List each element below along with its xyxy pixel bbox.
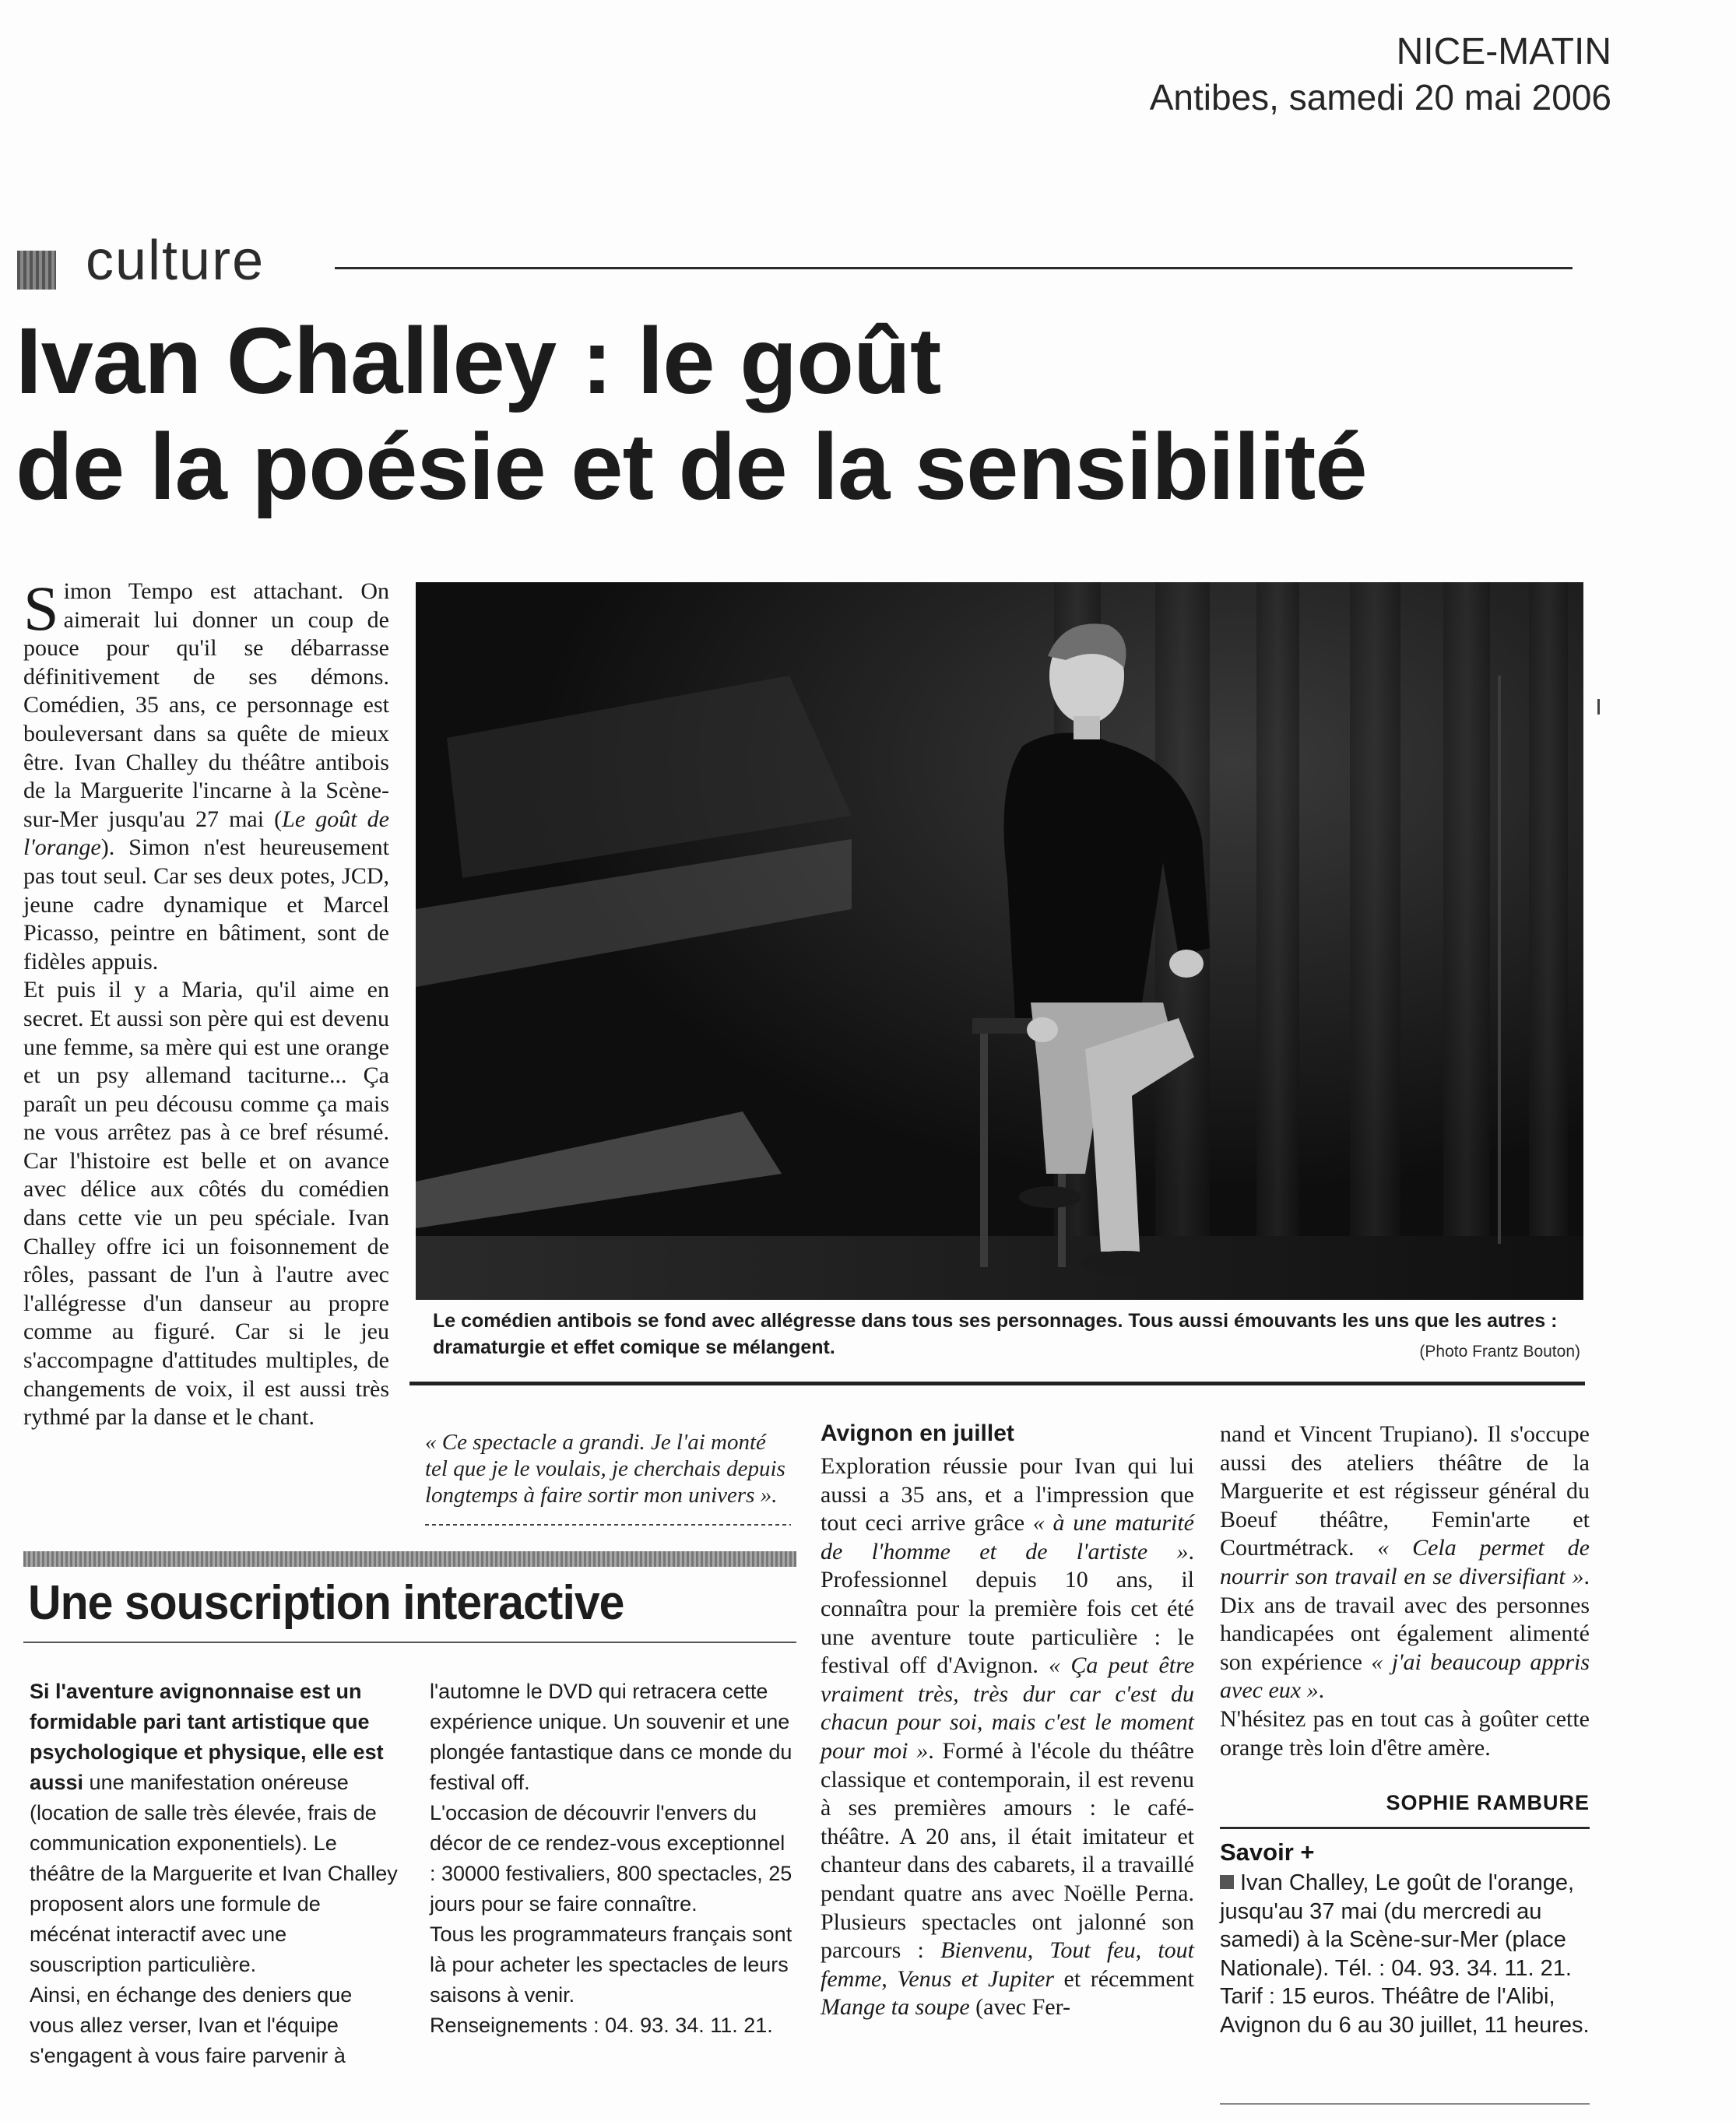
section-divider	[335, 267, 1573, 269]
publication-dateline: Antibes, samedi 20 mai 2006	[1149, 76, 1611, 118]
col4-quote-1: « Cela permet de nourrir son travail en se diversifiant »	[1220, 1535, 1590, 1589]
savoir-box	[1220, 1869, 1594, 2039]
publication-name: NICE-MATIN	[1396, 31, 1611, 72]
headline-line-2: de la poésie et de la sensibilité	[16, 413, 1367, 519]
col4-paragraph-1	[1220, 1420, 1590, 1705]
savoir-line-2: Tarif : 15 euros. Théâtre de l'Alibi, Avignon du 6 au 30 juillet, 11 heures.	[1220, 1984, 1590, 2038]
savoir-line-1	[1220, 1869, 1594, 1982]
article-column-1	[23, 573, 389, 1432]
photo-credit: (Photo Frantz Bouton)	[1419, 1343, 1580, 1361]
avignon-text-4: et récemment	[1054, 1965, 1194, 1992]
souscription-column-2	[430, 1677, 796, 2041]
souscription-rule	[23, 1642, 796, 1643]
photo-caption: Le comédien antibois se fond avec allégresse dans tous ses personnages. Tous aussi émouvants les uns que les autres : dramaturgie et effet comique se mélangent.	[433, 1310, 1558, 1358]
headline-line-1: Ivan Challey : le goût	[16, 307, 941, 413]
savoir-divider	[1220, 1827, 1590, 1829]
souscription-lead: Si l'aventure avignonnaise est un formidable pari tant artistique que psychologique et physique, elle est aussi	[30, 1680, 384, 1794]
photo-actor-image	[416, 582, 1583, 1300]
avignon-text-3: . Formé à l'école du théâtre classique et contemporain, il est revenu à ses premières amours : le café-théâtre. A 20 ans, il était imitateur et chanteur dans des cabarets, il a travaillé pendant quatre ans avec Noëlle Perna. Plusieurs spectacles ont jalonné son parcours :	[821, 1737, 1194, 1964]
souscription-c2-paragraph-3: Tous les programmateurs français sont là pour acheter les spectacles de leurs saisons à venir.	[430, 1923, 792, 2007]
souscription-c1-text: une manifestation onéreuse (location de salle très élevée, frais de communication exponentiels). Le théâtre de la Marguerite et Ivan Challey proposent alors une formule de mécénat interactif avec une souscription particulière.	[30, 1771, 398, 1976]
souscription-band	[23, 1551, 796, 1567]
avignon-subheading: Avignon en juillet	[821, 1420, 1014, 1446]
drop-cap: S	[23, 573, 59, 644]
souscription-column-1	[30, 1677, 402, 2071]
pull-quote: « Ce spectacle a grandi. Je l'ai monté tel que je le voulais, je cherchais depuis longtemps à faire sortir mon univers ».	[425, 1430, 785, 1508]
savoir-bottom-rule	[1220, 2103, 1590, 2105]
avignon-text-1: Exploration réussie pour Ivan qui lui aussi a 35 ans, et a l'impression que tout ceci arrive grâce	[821, 1453, 1194, 1536]
section-rubric	[17, 230, 1573, 296]
pull-quote-rule	[425, 1524, 791, 1526]
avignon-quote-1: « à une maturité de l'homme et de l'artiste »	[821, 1510, 1194, 1564]
section-square-icon	[17, 251, 56, 290]
col4-text-1: nand et Vincent Trupiano). Il s'occupe aussi des ateliers théâtre de la Marguerite et est régisseur général du Boeuf théâtre, Femin'arte et Courtmétrack.	[1220, 1421, 1590, 1561]
scan-mark	[1597, 699, 1600, 715]
publication-header	[1150, 30, 1611, 119]
souscription-heading: Une souscription interactive	[28, 1576, 624, 1630]
col4-text-2: . Dix ans de travail avec des personnes handicapées ont également alimenté son expérience	[1220, 1563, 1590, 1675]
avignon-quote-2: « Ça peut être vraiment très, très dur car c'est du chacun pour soi, mais c'est le moment pour moi »	[821, 1652, 1195, 1764]
col4-paragraph-2: N'hésitez pas en tout cas à goûter cette orange très loin d'être amère.	[1220, 1705, 1590, 1761]
souscription-c2-paragraph-1: l'automne le DVD qui retracera cette expérience unique. Un souvenir et une plongée fantastique dans ce monde du festival off.	[430, 1680, 792, 1794]
bullet-square-icon	[1220, 1875, 1234, 1889]
col1-paragraph-1	[23, 573, 389, 976]
author-signature: SOPHIE RAMBURE	[1386, 1791, 1590, 1814]
souscription-c1-paragraph-1	[30, 1677, 402, 1980]
souscription-c1-paragraph-2: Ainsi, en échange des deniers que vous allez verser, Ivan et l'équipe s'engagent à vous faire parvenir à	[30, 1983, 353, 2067]
avignon-show-title-2: Mange ta soupe	[821, 1994, 970, 2021]
savoir-line-1-text: Ivan Challey, Le goût de l'orange, jusqu'au 37 mai (du mercredi au samedi) à la Scène-sur-Mer (place Nationale). Tél. : 04. 93. 34. 11. 21.	[1220, 1870, 1575, 1981]
col4-text-3: .	[1318, 1677, 1325, 1704]
photo-block	[409, 576, 1585, 1385]
souscription-c2-paragraph-2: L'occasion de découvrir l'envers du décor de ce rendez-vous exceptionnel : 30000 festivaliers, 800 spectacles, 25 jours pour se faire connaître.	[430, 1801, 792, 1916]
col1-paragraph-2: Et puis il y a Maria, qu'il aime en secret. Et aussi son père qui est devenu une femme, sa mère qui est une orange et un psy allemand taciturne... Ça paraît un peu décousu comme ça mais ne vous arrêtez pas à ce bref résumé. Car l'histoire est belle et on avance avec délice aux côtés du comédien dans cette vie un peu spéciale. Ivan Challey offre ici un foisonnement de rôles, passant de l'un à l'autre avec l'allégresse d'un danseur au propre comme au figuré. Car si le jeu s'accompagne d'attitudes multiples, de changements de voix, il est aussi très rythmé par la danse et le chant.	[23, 977, 389, 1431]
article-column-3	[821, 1452, 1194, 2022]
col1-p1-end: ). Simon n'est heureusement pas tout seul. Car ses deux potes, JCD, jeune cadre dynamique et Marcel Picasso, peintre en bâtiment, sont de fidèles appuis.	[23, 834, 389, 974]
avignon-show-titles: Bienvenu, Tout feu, tout femme, Venus et Jupiter	[821, 1937, 1194, 1992]
col4-quote-2: « j'ai beaucoup appris avec eux »	[1220, 1649, 1590, 1704]
article-headline	[16, 307, 1541, 519]
savoir-heading: Savoir +	[1220, 1838, 1315, 1866]
avignon-text-2: . Professionnel depuis 10 ans, il connaîtra pour la première fois cet été une aventure toute particulière : le festival off d'Avignon.	[821, 1538, 1194, 1679]
article-photo	[416, 582, 1583, 1300]
souscription-c2-paragraph-4: Renseignements : 04. 93. 34. 11. 21.	[430, 2014, 773, 2037]
section-label: culture	[86, 230, 265, 292]
col1-play-title: Le goût de l'orange	[23, 806, 389, 861]
avignon-text-5: (avec Fer-	[969, 1994, 1070, 2021]
col1-p1-text: imon Tempo est attachant. On aimerait lui donner un coup de pouce pour qu'il se débarrasse définitivement de ses démons. Comédien, 35 ans, ce personnage est bouleversant dans sa quête de mieux être. Ivan Challey du théâtre antibois de la Marguerite l'incarne à la Scène-sur-Mer jusqu'au 27 mai (	[23, 578, 389, 832]
article-column-4	[1220, 1420, 1590, 1762]
col3-paragraph	[821, 1452, 1194, 2022]
